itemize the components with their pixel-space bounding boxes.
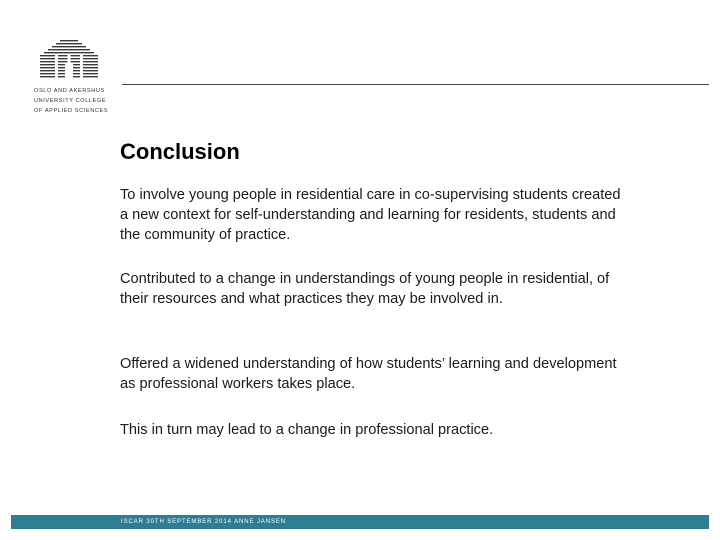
footer-text: ISCAR 30TH SEPTEMBER 2014 ANNE JANSEN [121, 519, 287, 525]
institution-name [34, 86, 124, 116]
footer-bar [11, 515, 709, 529]
building-stripes-logo-icon [36, 40, 102, 80]
conclusion-paragraph-2: Contributed to a change in understandings of young people in residential, of their resources and what practices they may be involved in. [120, 271, 610, 307]
conclusion-paragraph-3: Offered a widened understanding of how students’ learning and development as professional workers takes place. [120, 356, 617, 392]
institution-name-line-2: UNIVERSITY COLLEGE [34, 98, 107, 104]
header-divider [122, 84, 709, 85]
slide-title: Conclusion [120, 139, 240, 164]
conclusion-paragraph-1: To involve young people in residential care in co-supervising students created a new context for self-understanding and learning for residents, students and the community of practice. [120, 187, 621, 243]
institution-logo [36, 40, 102, 80]
institution-name-line-1: OSLO AND AKERSHUS [34, 88, 105, 94]
conclusion-paragraph-4: This in turn may lead to a change in professional practice. [120, 422, 494, 438]
institution-name-line-3: OF APPLIED SCIENCES [34, 108, 109, 114]
